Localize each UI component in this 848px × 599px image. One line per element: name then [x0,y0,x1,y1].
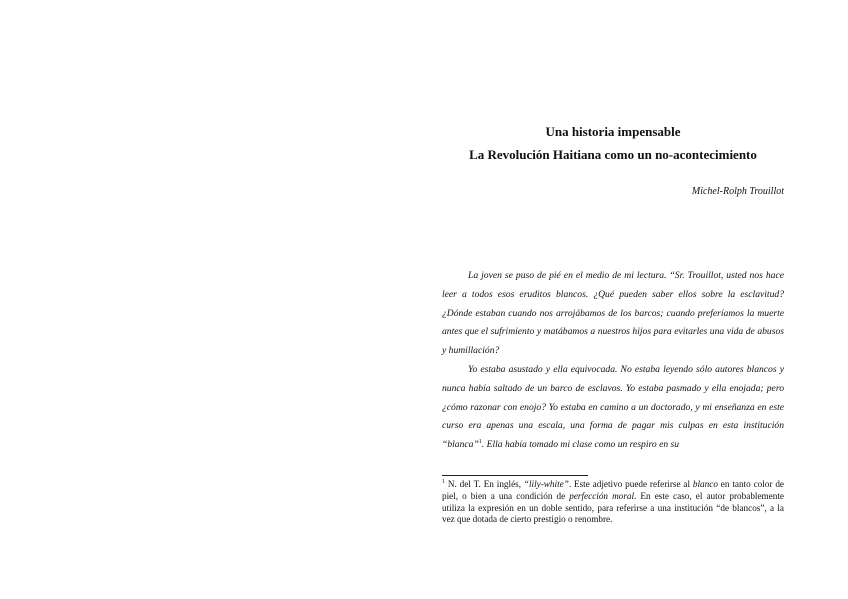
footnote-text-4: . En este caso, el autor probablemente utiliza la expresión en un doble sentido, para referirse a una institución “de blancos”, a la vez que dotada de cierto prestigio o renombre. [442,490,784,525]
footnote-reference[interactable]: 1 [478,438,482,445]
paragraph-2-text-after-note: . Ella había tomado mi clase como un respiro en su [481,439,680,451]
footnote-number: 1 [442,478,445,485]
page-title: Una historia impensable [545,124,681,139]
footnote [442,479,784,526]
author-name: Michel-Rolph Trouillot [691,186,784,197]
paragraph-1: La joven se puso de pié en el medio de mi lectura. “Sr. Trouillot, usted nos hace leer a todos esos eruditos blancos. ¿Qué pueden saber ellos sobre la esclavitud? ¿Dónde estaban cuando nos arrojábamos de los barcos; cuando preferíamos la muerte antes que el sufrimiento y matábamos a nuestros hijos para evitarles una vida de abusos y humillación? [442,270,784,357]
footnote-term-3: perfección moral [569,490,635,501]
footnote-text-2: . Este adjetivo puede referirse al [568,479,693,489]
footnote-term-1: “lily-white” [523,479,569,489]
footnote-term-2: blanco [692,479,718,489]
footnote-text-3: en tanto color de piel, o bien a una condición de [442,479,784,501]
footnote-text-1: N. del T. En inglés, [447,479,524,489]
paragraph-2-text-before-note: Yo estaba asustado y ella equivocada. No estaba leyendo sólo autores blancos y nunca había saltado de un barco de esclavos. Yo estaba pasmado y ella enojada; pero ¿cómo razonar con enojo? Yo estaba en camino a un doctorado, y mi enseñanza en este curso era apenas una escala, una forma de pagar mis culpas en esta institución “blanca” [442,363,784,451]
page-subtitle: La Revolución Haitiana como un no-acontecimiento [469,147,757,162]
paragraph-2 [442,361,784,455]
body-text [442,267,784,455]
footnote-divider [442,475,588,476]
